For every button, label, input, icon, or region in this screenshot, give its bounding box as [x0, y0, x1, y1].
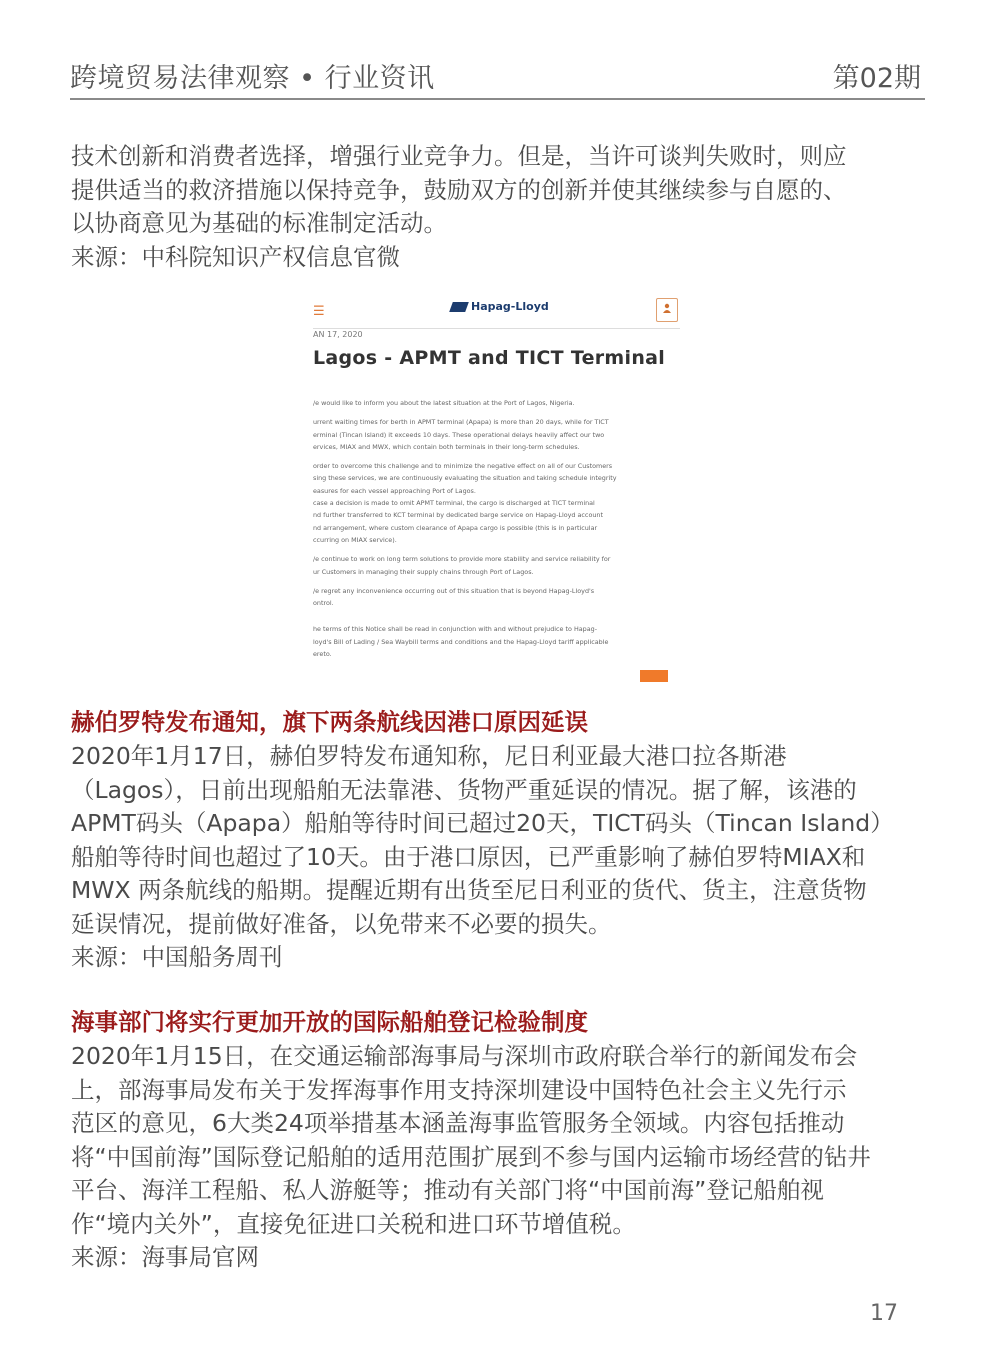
- orange-button: [640, 670, 668, 682]
- divider: [313, 328, 680, 329]
- text-line: 2020年1月17日，赫伯罗特发布通知称，尼日利亚最大港口拉各斯港: [71, 742, 787, 770]
- notice-date: AN 17, 2020: [313, 330, 363, 339]
- text-line: 将“中国前海”国际登记船舶的适用范围扩展到不参与国内运输市场经营的钻井: [71, 1142, 871, 1171]
- intro-paragraph: [71, 140, 923, 274]
- menu-icon: ☰: [313, 304, 325, 319]
- notice-line: ur Customers in managing their supply chains through Port of Lagos.: [313, 567, 534, 576]
- user-icon: [656, 298, 678, 322]
- notice-gap: [313, 578, 680, 585]
- issue-number: 第02期: [832, 63, 921, 94]
- notice-line: loyd's Bill of Lading / Sea Waybill terms and conditions and the Hapag-Lloyd tariff applicable: [313, 637, 609, 646]
- text-line: 提供适当的救济措施以保持竞争，鼓励双方的创新并使其继续参与自愿的、: [71, 175, 847, 204]
- text-line: 作“境内关外”，直接免征进口关税和进口环节增值税。: [71, 1209, 636, 1238]
- notice-line: /e continue to work on long term solutions to provide more stability and service reliability for: [313, 555, 611, 564]
- notice-line: ereto.: [313, 650, 332, 659]
- page-number: 17: [870, 1301, 898, 1326]
- text-line: 上，部海事局发布关于发挥海事作用支持深圳建设中国特色社会主义先行示: [71, 1075, 847, 1104]
- text-line: 以协商意见为基础的标准制定活动。: [71, 209, 447, 237]
- notice-body: [313, 397, 680, 660]
- text-line: MWX 两条航线的船期。提醒近期有出货至尼日利亚的货代、货主，注意货物: [71, 876, 867, 904]
- notice-line: he terms of this Notice shall be read in conjunction with and without prejudice to Hapag-: [313, 625, 598, 634]
- text-line: 技术创新和消费者选择，增强行业竞争力。但是，当许可谈判失败时，则应: [71, 142, 847, 170]
- text-line: 船舶等待时间也超过了10天。由于港口原因，已严重影响了赫伯罗特MIAX和: [71, 842, 866, 871]
- notice-line: urrent waiting times for berth in APMT terminal (Apapa) is more than 20 days, while for TICT: [313, 418, 609, 427]
- page-header: [70, 52, 925, 100]
- logo-text: Hapag-Lloyd: [471, 300, 549, 313]
- notice-line: /e would like to inform you about the latest situation at the Port of Lagos, Nigeria.: [313, 399, 575, 407]
- notice-line: order to overcome this challenge and to minimize the negative effect on all of our Customers: [313, 462, 613, 471]
- text-line: 2020年1月15日，在交通运输部海事局与深圳市政府联合举行的新闻发布会: [71, 1042, 858, 1070]
- notice-line: nd further transferred to KCT terminal by dedicated barge service on Hapag-Lloyd account: [313, 511, 603, 520]
- notice-line: easures for each vessel approaching Port of Lagos.: [313, 486, 476, 495]
- text-line: （Lagos），日前出现船舶无法靠港、货物严重延误的情况。据了解，该港的: [71, 775, 857, 804]
- notice-line: ontrol.: [313, 599, 334, 608]
- text-line: 延误情况，提前做好准备，以免带来不必要的损失。: [71, 909, 612, 938]
- article-body: [71, 1040, 923, 1275]
- text-line: 范区的意见，6大类24项举措基本涵盖海事监管服务全领域。内容包括推动: [71, 1109, 845, 1137]
- article-heading: 赫伯罗特发布通知，旗下两条航线因港口原因延误: [71, 708, 588, 736]
- notice-gap: [313, 616, 680, 623]
- notice-gap: [313, 409, 680, 416]
- source-line: 来源：海事局官网: [71, 1243, 259, 1271]
- notice-line: erminal (Tincan Island) it exceeds 10 days. These operational delays heavily affect our two: [313, 430, 605, 439]
- notice-line: ervices, MIAX and MWX, which contain both terminals in their long-term schedules.: [313, 442, 580, 451]
- source-line: 来源：中科院知识产权信息官微: [71, 242, 400, 271]
- article-heading: 海事部门将实行更加开放的国际船舶登记检验制度: [71, 1008, 588, 1036]
- notice-line: /e regret any inconvenience occurring out of this situation that is beyond Hapag-Lloyd's: [313, 586, 595, 595]
- source-line: 来源：中国船务周刊: [71, 943, 283, 971]
- article-body: [71, 740, 923, 975]
- notice-title: Lagos - APMT and TICT Terminal: [313, 347, 666, 369]
- notice-gap: [313, 546, 680, 553]
- hapag-lloyd-notice-screenshot: [313, 292, 680, 688]
- text-line: 平台、海洋工程船、私人游艇等；推动有关部门将“中国前海”登记船舶视: [71, 1176, 824, 1204]
- notice-gap: [313, 453, 680, 460]
- text-line: APMT码头（Apapa）船舶等待时间已超过20天，TICT码头（Tincan Island）: [71, 809, 894, 837]
- publication-title: 跨境贸易法律观察 • 行业资讯: [70, 63, 435, 94]
- notice-line: ccurring on MIAX service).: [313, 535, 397, 544]
- hapag-lloyd-logo: [451, 300, 549, 313]
- notice-line: sing these services, we are continuously evaluating the situation and taking schedule integrity: [313, 474, 617, 483]
- notice-line: nd arrangement, where custom clearance of Apapa cargo is possible (this is in particular: [313, 523, 598, 532]
- notice-gap: [313, 609, 680, 616]
- logo-mark-icon: [449, 302, 469, 312]
- notice-line: case a decision is made to omit APMT terminal, the cargo is discharged at TICT terminal: [313, 499, 595, 508]
